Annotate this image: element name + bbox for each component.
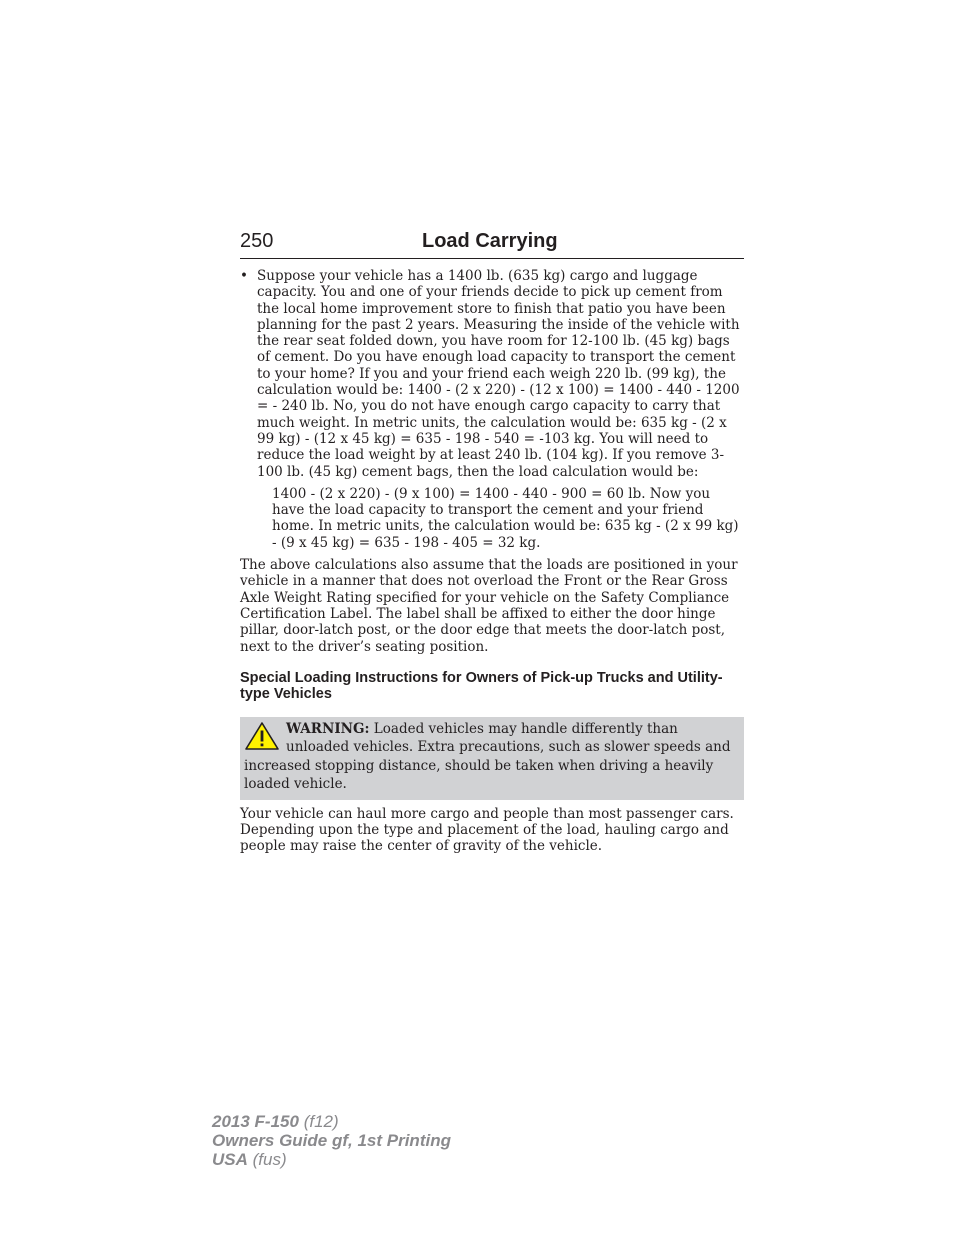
page-footer [212, 1112, 451, 1169]
page-content [240, 268, 744, 855]
footer-line-1 [212, 1112, 451, 1131]
footer-model: 2013 F-150 [212, 1112, 299, 1131]
footer-line-2: Owners Guide gf, 1st Printing [212, 1131, 451, 1150]
calculation-text: 1400 - (2 x 220) - (9 x 100) = 1400 - 440 - 900 = 60 lb. Now you have the load capacity to transport the cement and your friend home. In metric units, the calculation would be: 635 kg - (2 x 99 kg) - (9 x 45 kg) = 635 - 198 - 405 = 32 kg. [272, 485, 739, 551]
body-paragraph-2: Your vehicle can haul more cargo and people than most passenger cars. Depending upon the type and placement of the load, hauling cargo and people may raise the center of gravity of the vehicle. [240, 805, 734, 855]
warning-box [240, 717, 744, 800]
page-header [240, 228, 744, 259]
body-paragraph-1: The above calculations also assume that the loads are positioned in your vehicle in a manner that does not overload the Front or the Rear Gross Axle Weight Rating specified for your vehicle on the Safety Compliance Certification Label. The label shall be affixed to either the door hinge pillar, door-latch post, or the door edge that meets the door-latch post, next to the driver’s seating position. [240, 557, 738, 655]
page-title: Load Carrying [422, 230, 558, 252]
footer-model-code: (f12) [303, 1112, 339, 1131]
warning-label: WARNING: [286, 720, 370, 737]
footer-line-3 [212, 1150, 451, 1169]
bullet-item [240, 268, 744, 551]
footer-market: USA [212, 1150, 248, 1169]
warning-text: Loaded vehicles may handle differently than unloaded vehicles. Extra precautions, such as slower speeds and increased stopping distance, should be taken when driving a heavily loaded vehicle. [244, 720, 731, 793]
bullet-text: Suppose your vehicle has a 1400 lb. (635 kg) cargo and luggage capacity. You and one of your friends decide to pick up cement from the local home improvement store to finish that patio you have been planning for the past 2 years. Measuring the inside of the vehicle with the rear seat folded down, you have room for 12-100 lb. (45 kg) bags of cement. Do you have enough load capacity to transport the cement to your home? If you and your friend each weigh 220 lb. (99 kg), the calculation would be: 1400 - (2 x 220) - (12 x 100) = 1400 - 440 - 1200 = - 240 lb. No, you do not have enough cargo capacity to carry that much weight. In metric units, the calculation would be: 635 kg - (2 x 99 kg) - (12 x 45 kg) = 635 - 198 - 540 = -103 kg. You will need to reduce the load weight by at least 240 lb. (104 kg). If you remove 3-100 lb. (45 kg) cement bags, then the load calculation would be: [257, 268, 740, 480]
warning-triangle-icon [244, 721, 280, 751]
section-heading: Special Loading Instructions for Owners of Pick-up Trucks and Utility-type Vehicles [240, 669, 723, 702]
page-number: 250 [240, 230, 274, 252]
bullet-marker: • [240, 268, 248, 284]
footer-market-code: (fus) [252, 1150, 287, 1169]
